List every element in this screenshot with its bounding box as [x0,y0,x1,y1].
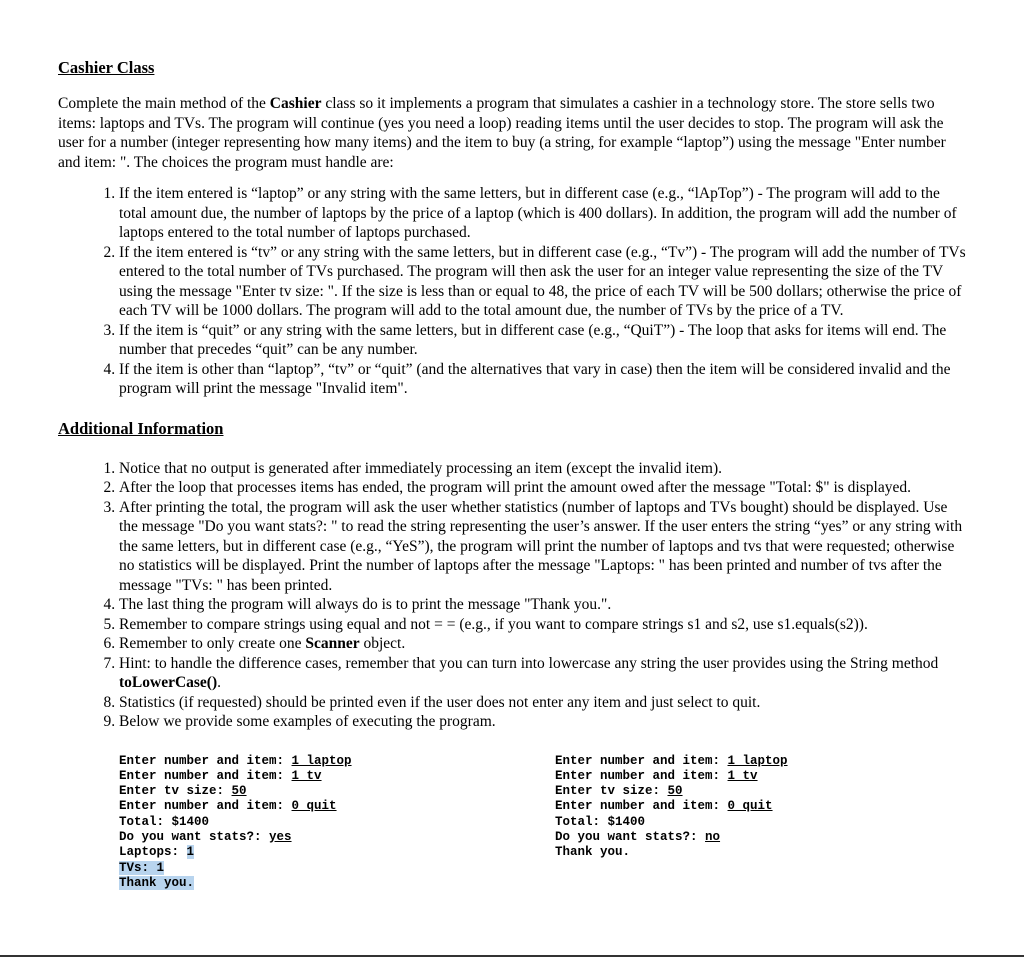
bottom-divider [0,955,1024,957]
console-output: Total: $1400 [119,814,210,829]
console-prompt: Enter number and item: [555,768,728,783]
console-prompt: Enter number and item: [555,753,728,768]
info-item-text: Hint: to handle the difference cases, remember that you can turn into lowercase any string the user provides using the String method [119,654,939,672]
console-output-highlighted: Thank you. [119,875,195,890]
console-input: 50 [667,784,683,799]
console-prompt: Enter tv size: [555,784,668,799]
console-input: 1 laptop [727,753,788,768]
info-item-text: . [217,674,222,691]
tolowercase-keyword: toLowerCase() [119,674,218,691]
console-input: 1 laptop [291,753,352,768]
intro-text-start: Complete the main method of the [58,95,270,112]
info-item-text: Remember to only create one [119,635,306,652]
info-item [119,634,966,654]
example-run-no [555,754,788,861]
console-prompt: Enter number and item: [555,799,728,814]
choice-item-invalid: 4. If the item is other than “laptop”, “tv” or “quit” (and the alternatives that vary in case) then the item will be considered invalid and the program will print the message "Invalid item". [119,360,966,399]
document-page [58,58,966,894]
info-item-text: object. [359,635,406,652]
additional-info-title: Additional Information [58,418,224,438]
console-prompt: Do you want stats?: [555,829,706,844]
info-item [119,654,966,693]
console-output: Total: $1400 [555,814,646,829]
console-input: 50 [231,784,247,799]
console-input: no [705,829,721,844]
console-prompt: Enter tv size: [119,784,232,799]
info-item: 4. The last thing the program will always do is to print the message "Thank you.". [119,595,966,615]
console-input: 0 quit [291,799,337,814]
info-item: 8. Statistics (if requested) should be printed even if the user does not enter any item and just select to quit. [119,693,966,713]
console-input: 1 tv [727,768,758,783]
info-item: 1. Notice that no output is generated after immediately processing an item (except the invalid item). [119,459,966,479]
console-input: yes [269,829,292,844]
info-item: 3. After printing the total, the program will ask the user whether statistics (number of laptops and TVs bought) should be displayed. Use the message "Do you want stats?: " to read the string representing the user’s answer. If the user enters the string “yes” or any string with the same letters, but in different case (e.g., “YeS”), the program will print the number of laptops and tvs that were requested; otherwise no statistics will be displayed. Print the number of laptops after the message "Laptops: " has been printed and number of tvs after the message "TVs: " has been printed. [119,498,966,596]
info-item: 2. After the loop that processes items has ended, the program will print the amount owed after the message "Total: $" is displayed. [119,478,966,498]
console-input: 0 quit [727,799,773,814]
scanner-keyword: Scanner [305,635,360,652]
choice-item-tv: 2. If the item entered is “tv” or any string with the same letters, but in different case (e.g., “Tv”) - The program will add the number of TVs entered to the total number of TVs purchased. The program will then ask the user for an integer value representing the size of the TV using the message "Enter tv size: ". If the size is less than or equal to 48, the price of each TV will be 500 dollars; otherwise the price of each TV will be 1000 dollars. The program will add to the total amount due, the number of TVs by the price of a TV. [119,243,966,321]
example-run-yes [119,754,352,892]
console-prompt: Enter number and item: [119,753,292,768]
choice-item-laptop: 1. If the item entered is “laptop” or any string with the same letters, but in different case (e.g., “lApTop”) - The program will add to the total amount due, the number of laptops by the price of a laptop (which is 400 dollars). In addition, the program will add the number of laptops entered to the total number of laptops purchased. [119,184,966,243]
intro-text-end: class so it implements a program that simulates a cashier in a technology store. The store sells two items: laptops and TVs. The program will continue (yes you need a loop) reading items until the user decides to stop. The program will ask the user for a number (integer representing how many items) and the item to buy (a string, for example “laptop”) using the message "Enter number and item: ". The choices the program must handle are: [58,95,946,171]
page-title: Cashier Class [58,58,155,77]
info-item: 9. Below we provide some examples of executing the program. [119,712,966,732]
intro-class-name: Cashier [269,95,322,112]
console-output: Thank you. [555,845,631,860]
additional-info-list [58,459,966,732]
info-item: 5. Remember to compare strings using equal and not = = (e.g., if you want to compare strings s1 and s2, use s1.equals(s2)). [119,615,966,635]
console-output: Laptops: [119,845,187,860]
console-prompt: Enter number and item: [119,768,292,783]
console-input: 1 tv [291,768,322,783]
choices-list [58,184,966,399]
console-output-highlighted: TVs: 1 [119,860,165,875]
console-prompt: Do you want stats?: [119,829,270,844]
choice-item-quit: 3. If the item is “quit” or any string with the same letters, but in different case (e.g., “QuiT”) - The loop that asks for items will end. The number that precedes “quit” can be any number. [119,321,966,360]
intro-paragraph [58,94,966,172]
console-prompt: Enter number and item: [119,799,292,814]
console-output-highlighted: 1 [186,845,195,860]
examples-section [58,754,966,894]
